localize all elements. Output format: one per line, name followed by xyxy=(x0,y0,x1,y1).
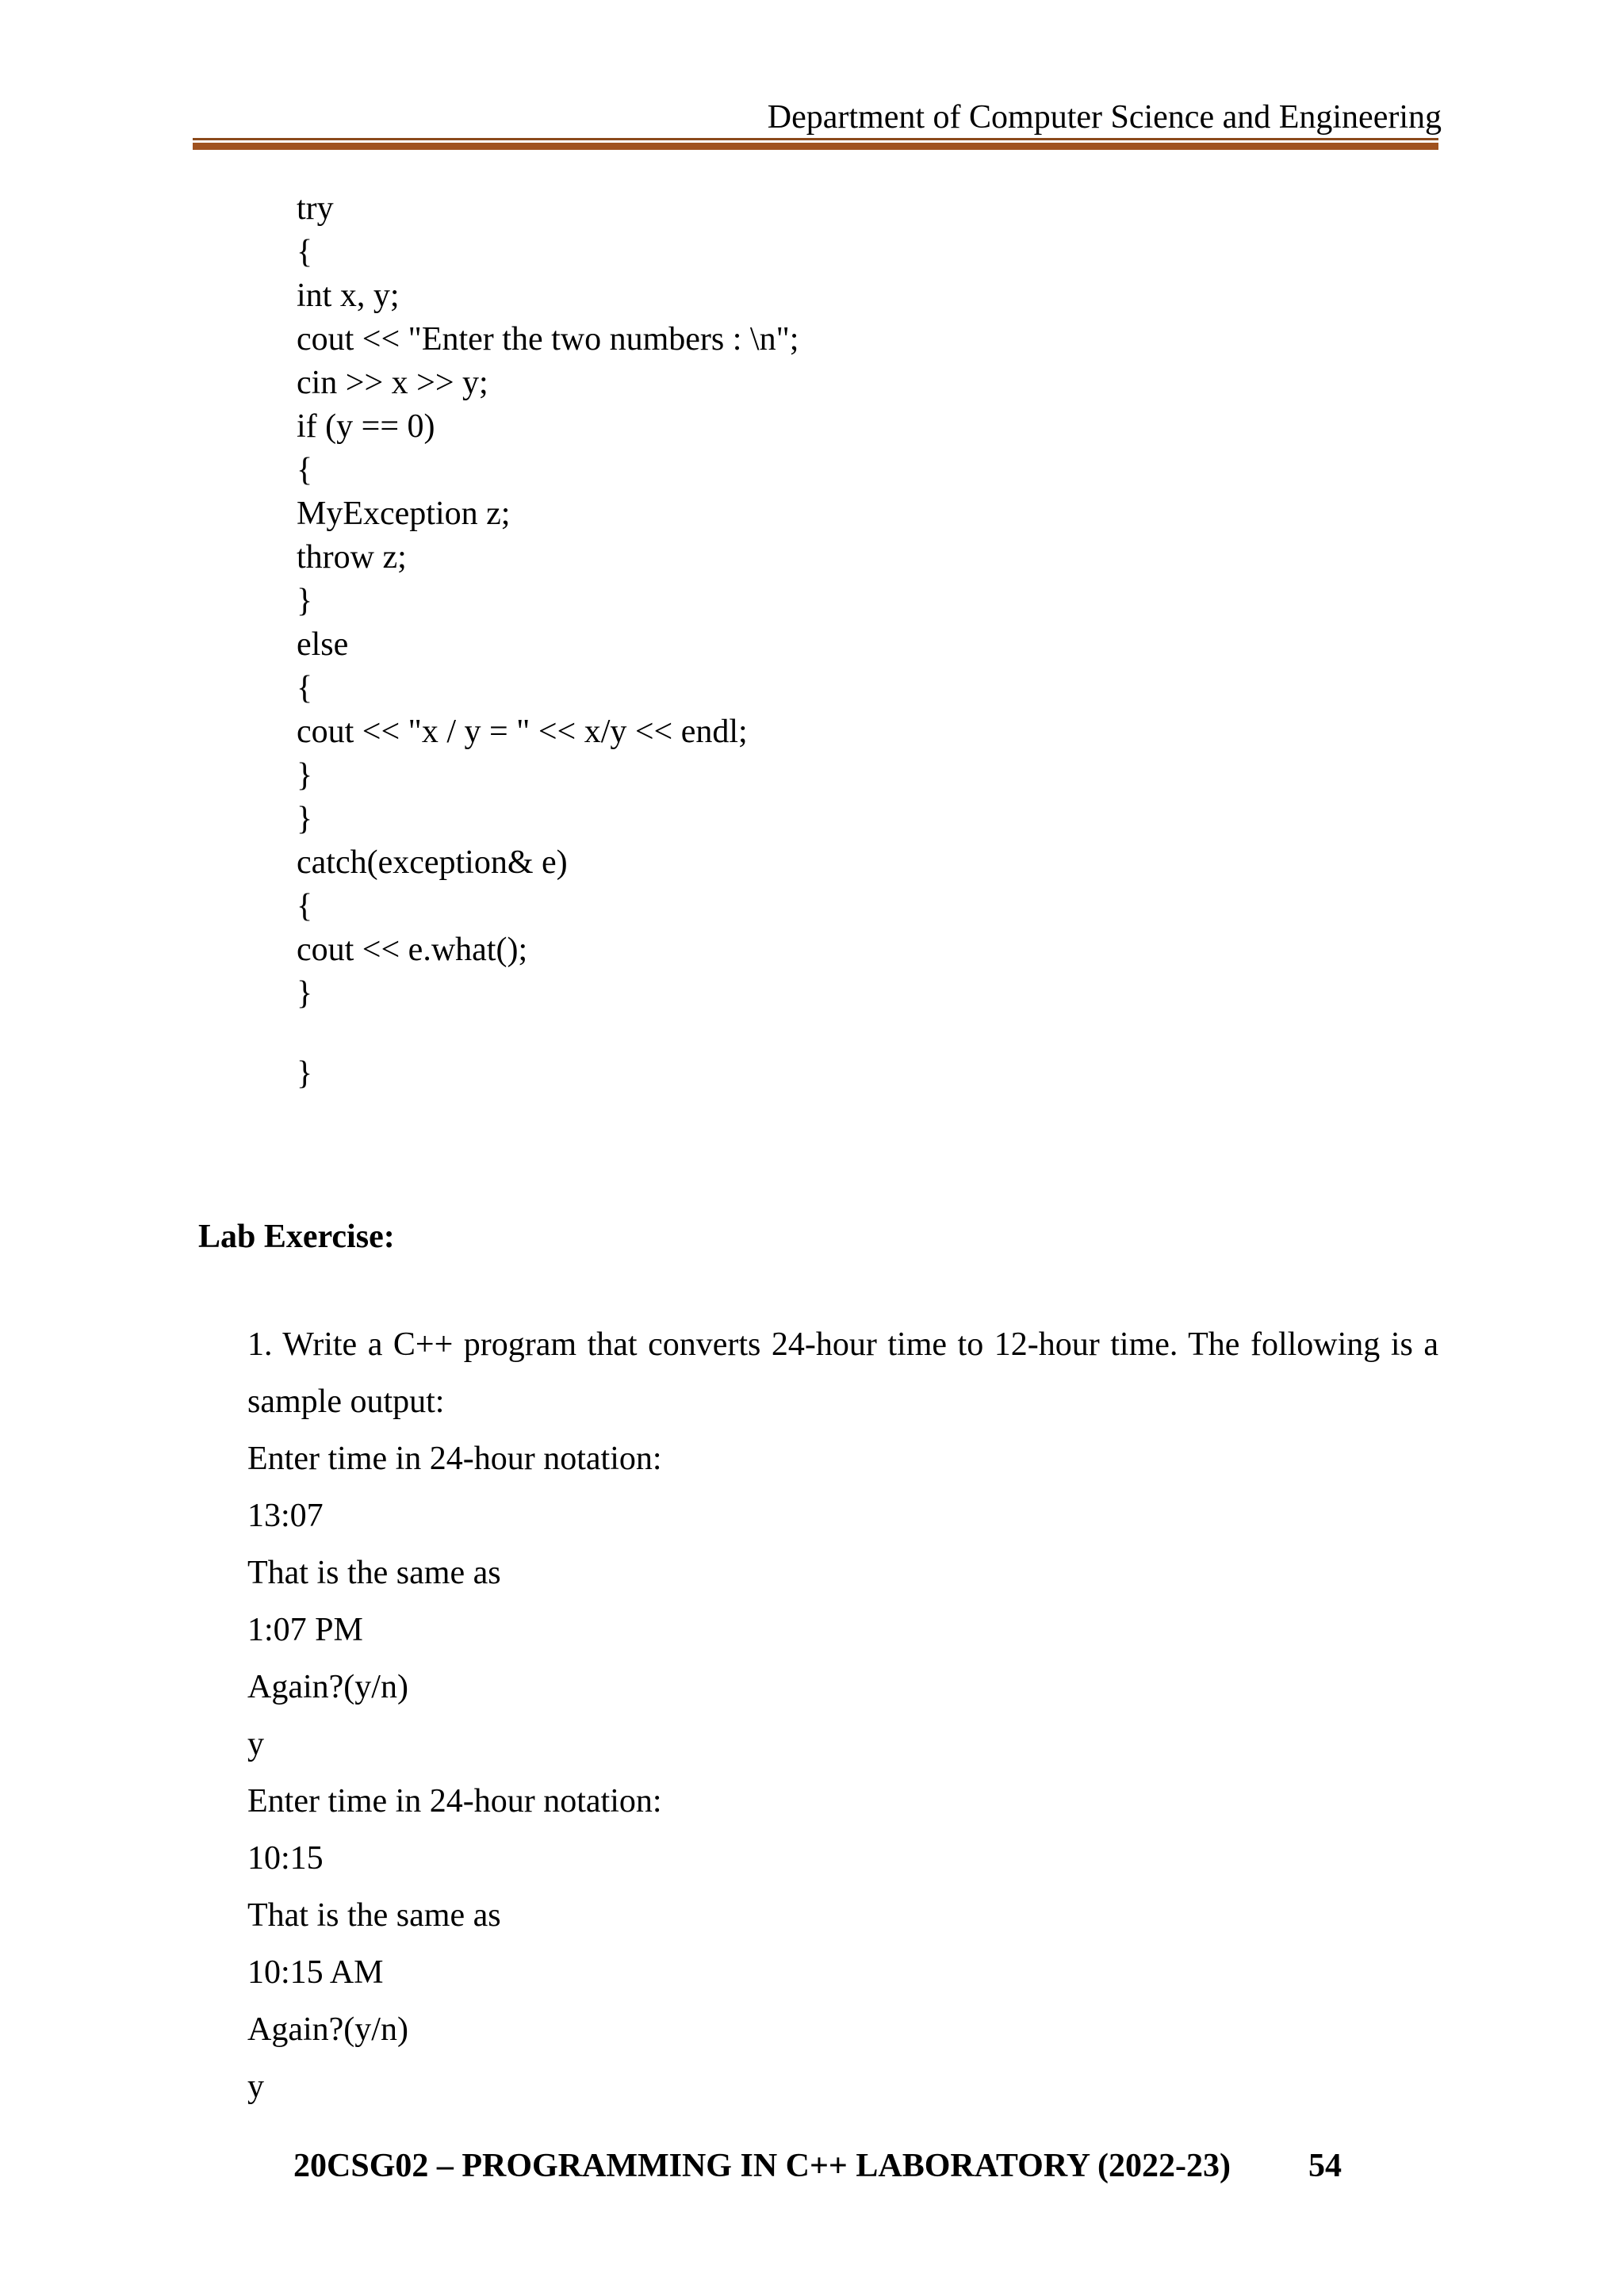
sample-output-line: Again?(y/n) xyxy=(247,2011,408,2048)
sample-output-line: 10:15 xyxy=(247,1840,324,1877)
code-line: cout << e.what(); xyxy=(297,932,528,968)
sample-output-line: That is the same as xyxy=(247,1555,501,1591)
code-line: MyException z; xyxy=(297,496,511,532)
code-line: throw z; xyxy=(297,539,407,576)
sample-output-line: That is the same as xyxy=(247,1897,501,1934)
code-line: cout << "Enter the two numbers : \n"; xyxy=(297,321,799,358)
code-line: { xyxy=(297,234,313,270)
exercise-item xyxy=(247,1316,1438,2115)
code-line: } xyxy=(297,1055,313,1092)
code-line: cout << "x / y = " << x/y << endl; xyxy=(297,714,748,750)
code-line: } xyxy=(297,583,313,619)
code-line: if (y == 0) xyxy=(297,408,435,445)
code-line: { xyxy=(297,452,313,488)
sample-output-line: y xyxy=(247,1726,264,1762)
sample-output xyxy=(247,1430,1438,2115)
footer-course-title: 20CSG02 – PROGRAMMING IN C++ LABORATORY (2022-23) xyxy=(293,2148,1231,2184)
code-line: cin >> x >> y; xyxy=(297,365,488,401)
page-number: 54 xyxy=(1308,2148,1342,2184)
code-line: try xyxy=(297,190,334,227)
header-rule-thick xyxy=(193,143,1438,150)
sample-output-line: Enter time in 24-hour notation: xyxy=(247,1441,662,1477)
header-rule-thin xyxy=(193,138,1438,140)
code-line: } xyxy=(297,975,313,1012)
sample-output-line: 1:07 PM xyxy=(247,1612,363,1648)
sample-output-line: Enter time in 24-hour notation: xyxy=(247,1783,662,1820)
sample-output-line: Again?(y/n) xyxy=(247,1669,408,1705)
exercise-question: 1. Write a C++ program that converts 24-hour time to 12-hour time. The following is a sample output: xyxy=(247,1326,1438,1420)
lab-exercise-heading: Lab Exercise: xyxy=(198,1219,395,1255)
sample-output-line: y xyxy=(247,2068,264,2105)
code-block xyxy=(297,187,799,1096)
code-line: else xyxy=(297,626,349,663)
code-line: catch(exception& e) xyxy=(297,844,568,881)
department-title: Department of Computer Science and Engineering xyxy=(767,99,1442,136)
code-line: { xyxy=(297,888,313,924)
sample-output-line: 13:07 xyxy=(247,1498,324,1534)
code-line: int x, y; xyxy=(297,277,400,314)
sample-output-line: 10:15 AM xyxy=(247,1954,384,1991)
code-line: } xyxy=(297,757,313,794)
code-line: } xyxy=(297,801,313,837)
code-line: { xyxy=(297,670,313,706)
